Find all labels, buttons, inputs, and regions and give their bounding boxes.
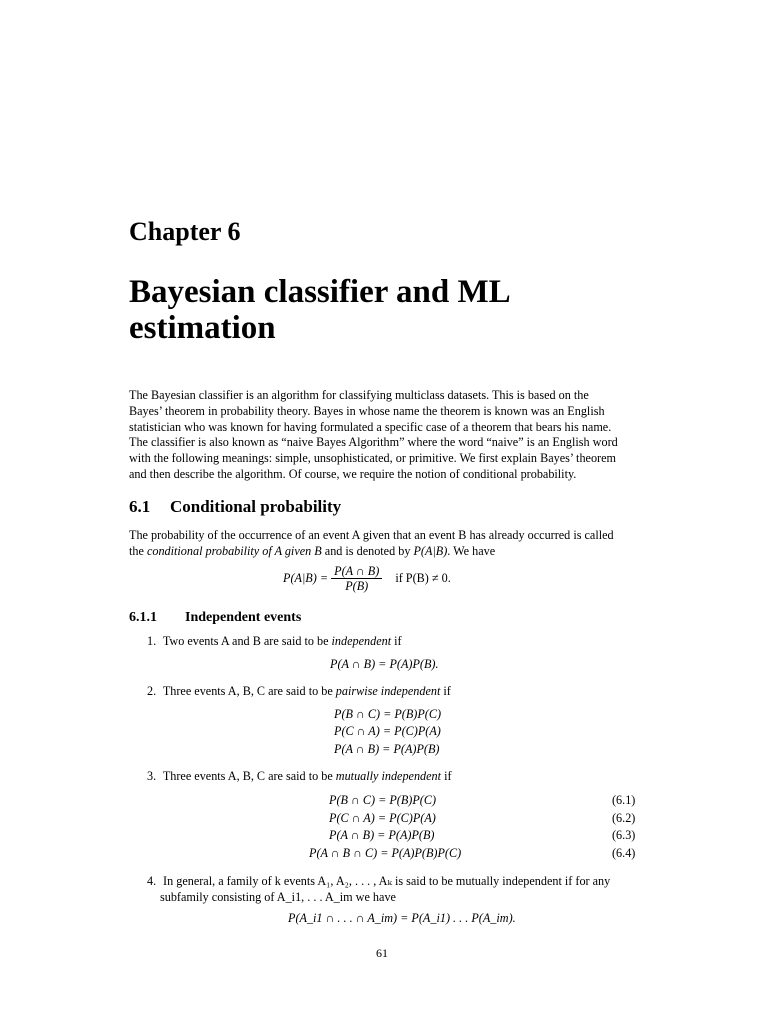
- defined-term: independent: [331, 634, 392, 648]
- equation: P(A ∩ B) = P(A)P(B).: [330, 657, 439, 671]
- formula-numerator: P(A ∩ B): [331, 564, 382, 579]
- equation: P(A_i1 ∩ . . . ∩ A_im) = P(A_i1) . . . P(A_im).: [288, 911, 516, 925]
- conditional-line-2: the conditional probability of A given B and is denoted by P(A|B). We have: [129, 543, 496, 558]
- intro-paragraph: [129, 388, 639, 483]
- formula-lhs: P(A|B) =: [283, 571, 329, 585]
- defined-term: mutually independent: [335, 769, 442, 783]
- list-item: [147, 874, 610, 890]
- list-item: 2. Three events A, B, C are said to be pairwise independent if: [147, 684, 451, 698]
- intro-line: with the following meanings: simple, unsophisticated, or primitive. We first explain Bayes’ theorem: [129, 451, 616, 466]
- equation-number: (6.1): [612, 793, 636, 807]
- list-marker: 1.: [147, 634, 157, 648]
- equation: P(A ∩ B) = P(A)P(B): [329, 828, 435, 842]
- equation-number: (6.2): [612, 811, 636, 825]
- conditional-notation: P(A|B): [413, 543, 448, 558]
- formula-condition: if P(B) ≠ 0.: [395, 571, 451, 585]
- conditional-term: conditional probability of A given B: [146, 543, 322, 558]
- equation-number: (6.4): [612, 846, 636, 860]
- intro-line: The Bayesian classifier is an algorithm for classifying multiclass datasets. This is based on the: [129, 388, 589, 402]
- list-marker: 4.: [147, 874, 157, 888]
- list-item: 1. Two events A and B are said to be independent if: [147, 634, 402, 648]
- equation: P(A ∩ B) = P(A)P(B): [334, 742, 440, 756]
- list-item-line-1: In general, a family of k events A₁, A₂, . . . , Aₖ is said to be mutually independent if for any: [163, 874, 611, 888]
- conditional-line-1: The probability of the occurrence of an event A given that an event B has already occurred is called: [129, 528, 614, 542]
- chapter-title-line-1: Bayesian classifier and ML: [129, 274, 511, 310]
- equation: P(C ∩ A) = P(C)P(A): [334, 724, 441, 738]
- defined-term: pairwise independent: [335, 684, 441, 698]
- subsection-number: 6.1.1: [129, 610, 157, 625]
- equation-number: (6.3): [612, 828, 636, 842]
- section-number: 6.1: [129, 497, 151, 516]
- formula-denominator: P(B): [345, 579, 369, 593]
- section-heading: [129, 497, 341, 517]
- list-item: 3. Three events A, B, C are said to be mutually independent if: [147, 769, 452, 783]
- page-number: 61: [376, 946, 388, 960]
- section-title: Conditional probability: [170, 497, 342, 516]
- list-marker: 3.: [147, 769, 157, 783]
- list-marker: 2.: [147, 684, 157, 698]
- chapter-label: Chapter 6: [129, 217, 241, 246]
- conditional-formula: [283, 564, 451, 593]
- equation: P(B ∩ C) = P(B)P(C): [329, 793, 437, 807]
- subsection-title: Independent events: [185, 610, 302, 625]
- list-item-line-2: subfamily consisting of A_i1, . . . A_im we have: [160, 890, 396, 904]
- equation: P(C ∩ A) = P(C)P(A): [329, 811, 436, 825]
- intro-line: and then describe the algorithm. Of course, we require the notion of conditional probability.: [129, 466, 577, 481]
- equation: P(A ∩ B ∩ C) = P(A)P(B)P(C): [309, 846, 462, 860]
- intro-line: Bayes’ theorem in probability theory. Bayes in whose name the theorem is known was an English: [129, 403, 605, 418]
- equation: P(B ∩ C) = P(B)P(C): [334, 707, 442, 721]
- intro-line: statistician who was known for having formulated a specific case of a theorem that bears his name.: [129, 419, 612, 434]
- chapter-title-line-2: estimation: [129, 310, 276, 346]
- subsection-heading: [129, 610, 301, 626]
- intro-line: The classifier is also known as “naive Bayes Algorithm” where the word “naive” is an English word: [129, 435, 618, 450]
- formula-fraction: [331, 564, 382, 593]
- conditional-paragraph: [129, 528, 639, 560]
